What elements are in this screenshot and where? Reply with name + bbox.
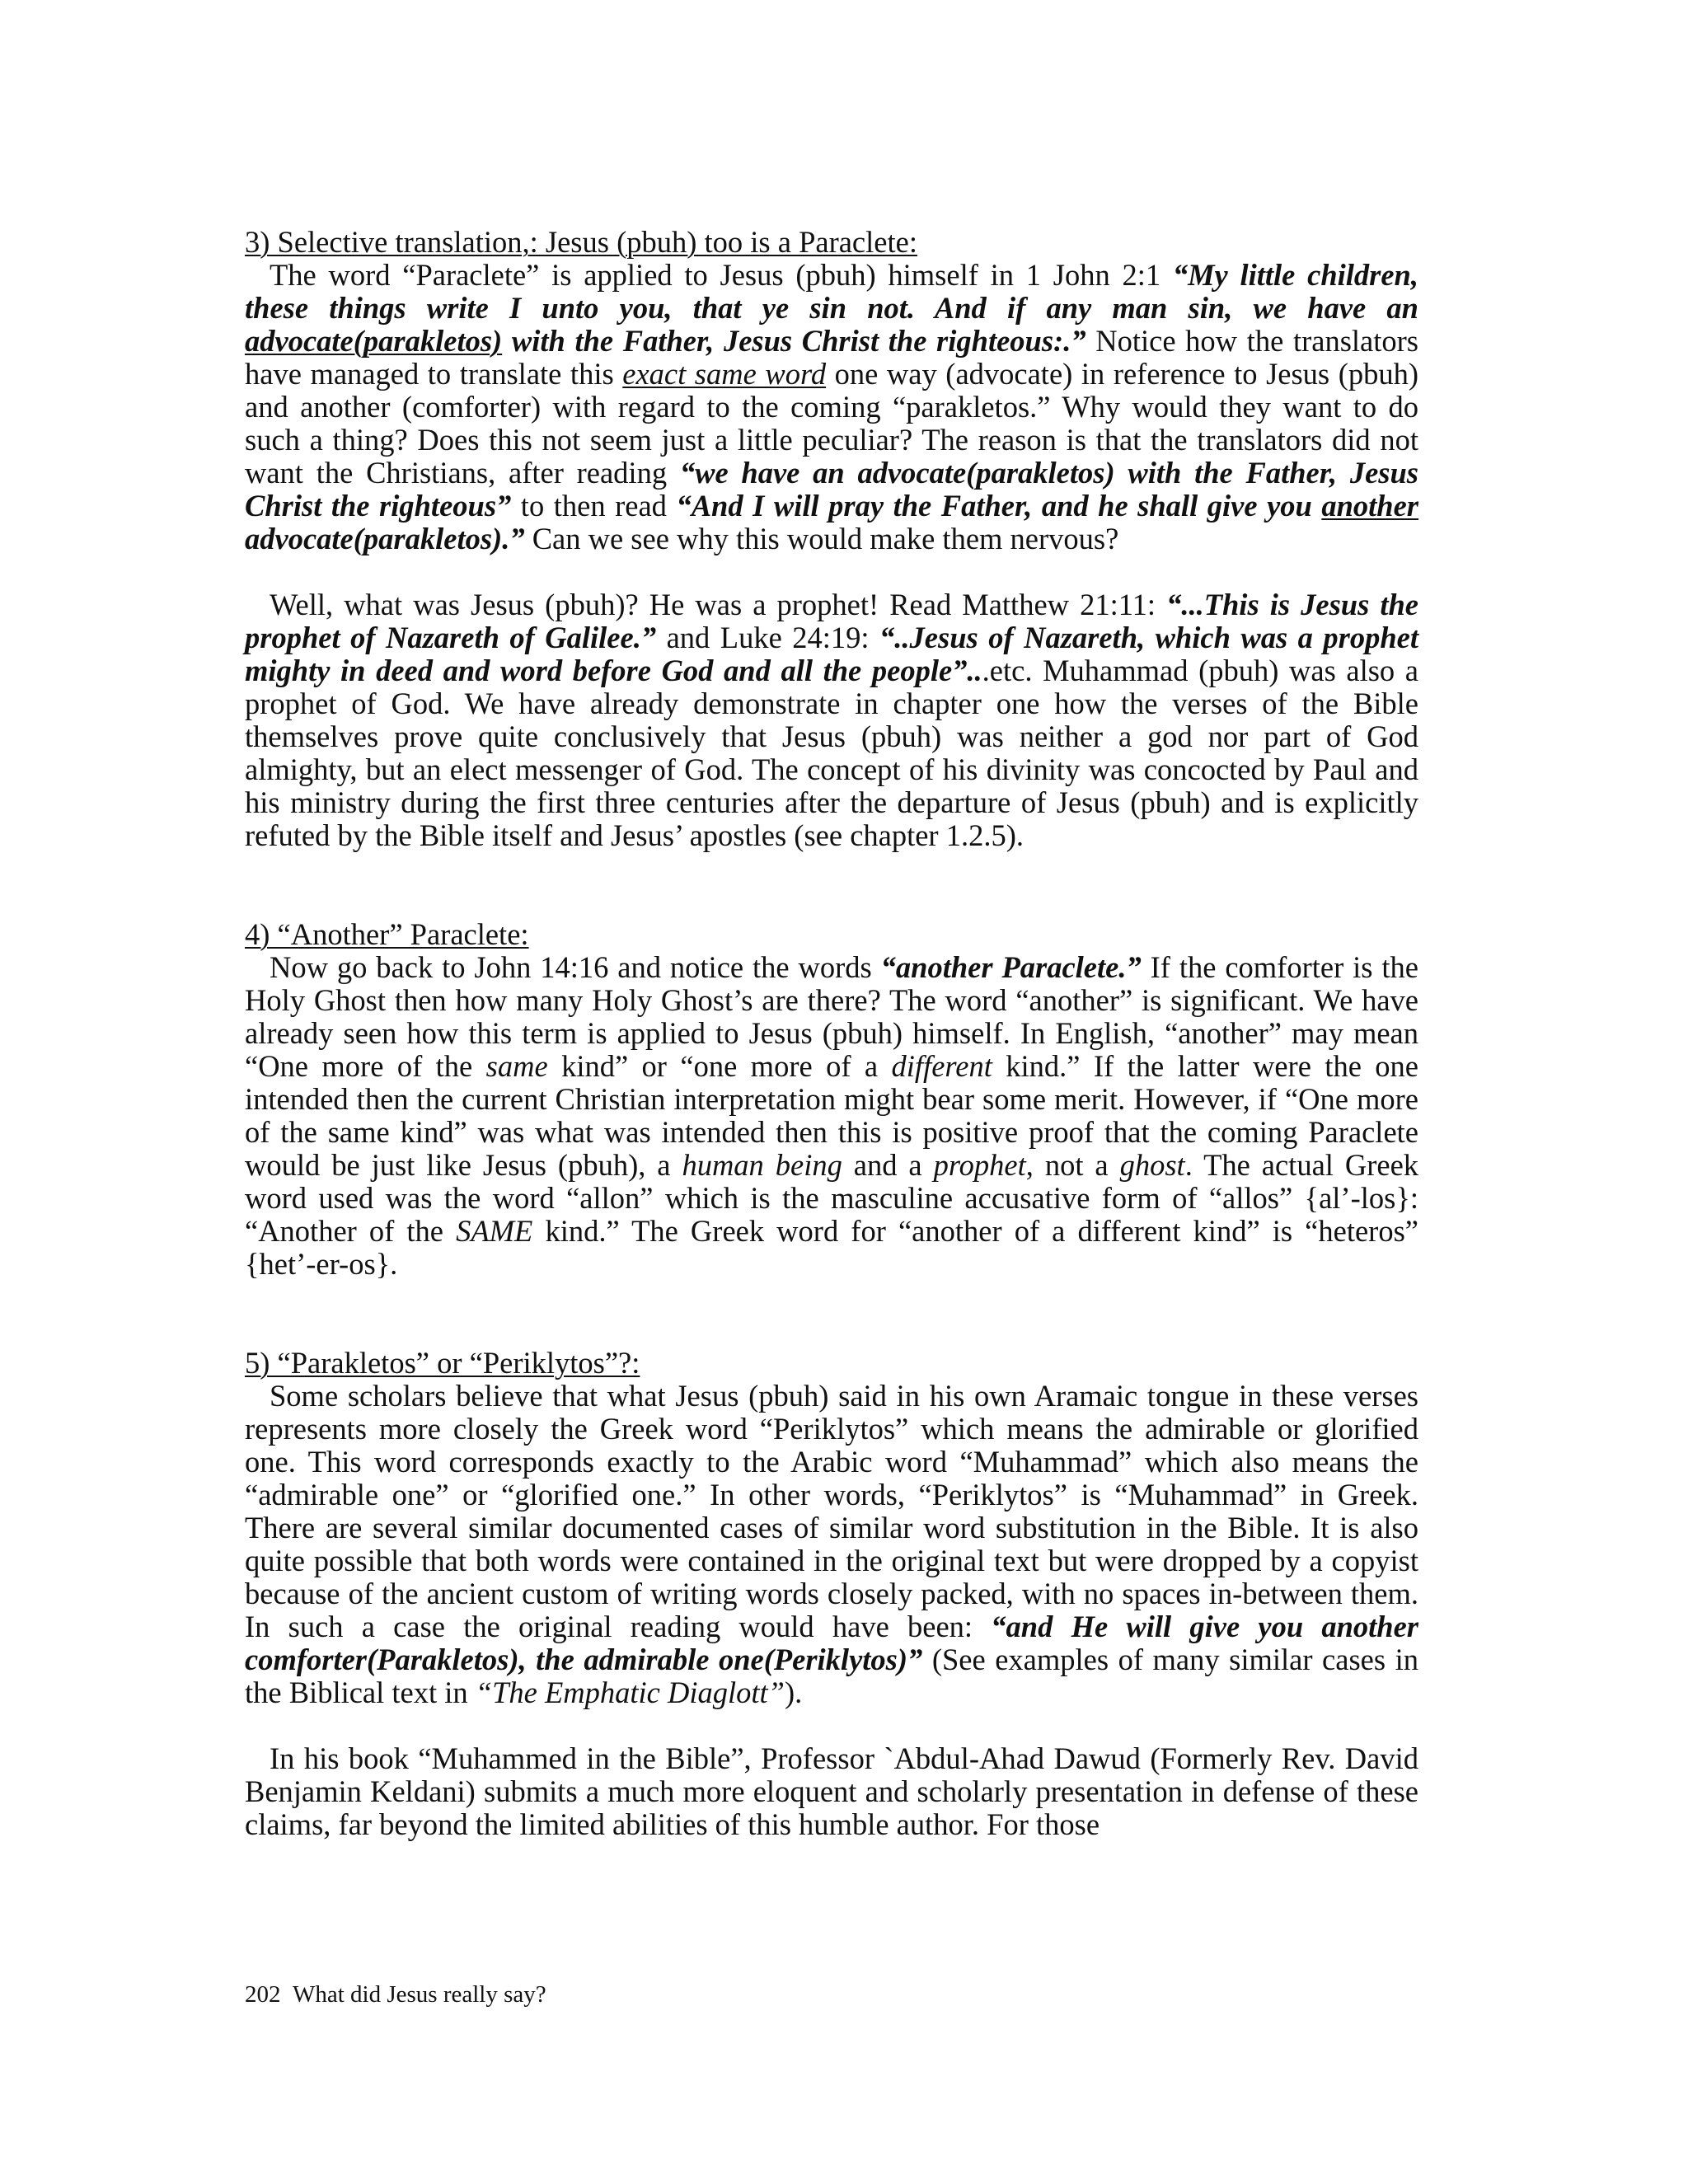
section-4-heading: 4) “Another” Paraclete: <box>245 917 529 951</box>
text: ). <box>784 1675 803 1709</box>
section-3-paragraph-2 <box>245 588 1418 852</box>
text: and Luke 24:19: <box>656 621 880 654</box>
text: kind.” The Greek word for “another of a different kind” is “heteros” {het’-er-os}. <box>245 1214 1418 1281</box>
text: Can we see why this would make them nervous? <box>524 522 1119 555</box>
quote-another-advocate: “And I will pray the Father, and he shall give you another advocate(parakletos).” <box>245 489 1418 555</box>
emphasis-different: different <box>891 1049 992 1083</box>
paragraph-gap <box>245 555 1418 588</box>
text: Now go back to John 14:16 and notice the words <box>270 950 881 984</box>
emphasis-prophet: prophet <box>933 1148 1026 1182</box>
quote-matthew-21-11: “...This is Jesus the prophet of Nazareth of Galilee.” <box>245 588 1418 654</box>
section-3 <box>245 226 1418 852</box>
book-title-emphatic-diaglott: “The Emphatic Diaglott” <box>475 1675 785 1709</box>
text: If the comforter is the Holy Ghost then how many Holy Ghost’s are there? The word “another” is significant. We have already seen how this term is applied to Jesus (pbuh) himself. In English, “another” may mean “One more of the <box>245 950 1418 1083</box>
text: kind” or “one more of a <box>547 1049 892 1083</box>
text: , not a <box>1025 1148 1120 1182</box>
text: Some scholars believe that what Jesus (pbuh) said in his own Aramaic tongue in these verses represents more closely the Greek word “Periklytos” which means the admirable or glorified one. This word corresponds exactly to the Arabic word “Muhammad” which also means the “admirable one” or “glorified one.” In other words, “Periklytos” is “Muhammad” in Greek. There are several similar documented cases of similar word substitution in the Bible. It is also quite possible that both words were contained in the original text but were dropped by a copyist because of the ancient custom of writing words closely packed, with no spaces in-between them. In such a case the original reading would have been: <box>245 1379 1418 1643</box>
quote-1-john-2-1: “My little children, these things write I unto you, that ye sin not. And if any man sin, we have an advocate(parakletos) with the Father, Jesus Christ the righteous:.” <box>245 258 1418 358</box>
book-title: What did Jesus really say? <box>293 1981 546 2008</box>
section-5-heading: 5) “Parakletos” or “Periklytos”?: <box>245 1346 640 1380</box>
section-gap <box>245 852 1418 918</box>
text: (See examples of many similar cases in the Biblical text in <box>245 1643 1418 1709</box>
page-footer <box>245 1980 546 2009</box>
section-5-paragraph-2 <box>245 1742 1418 1841</box>
text: and a <box>842 1148 934 1182</box>
text: Well, what was Jesus (pbuh)? He was a prophet! Read Matthew 21:11: <box>270 588 1167 621</box>
text: The word “Paraclete” is applied to Jesus (pbuh) himself in 1 John 2:1 <box>270 258 1173 292</box>
page-body <box>245 226 1418 1841</box>
emphasis-ghost: ghost <box>1119 1148 1185 1182</box>
text: to then read <box>511 489 677 523</box>
section-gap <box>245 1281 1418 1347</box>
section-3-heading: 3) Selective translation,: Jesus (pbuh) too is a Paraclete: <box>245 225 917 259</box>
quote-luke-24-19: “..Jesus of Nazareth, which was a prophet mighty in deed and word before God and all the people”.. <box>245 621 1419 687</box>
quote-another-paraclete: “another Paraclete.” <box>880 950 1142 984</box>
text: .etc. Muhammad (pbuh) was also a prophet of God. We have already demonstrate in chapter one how the verses of the Bible themselves prove quite conclusively that Jesus (pbuh) was neither a god nor part of God almighty, but an elect messenger of God. The concept of his divinity was concocted by Paul and his ministry during the first three centuries after the departure of Jesus (pbuh) and is explicitly refuted by the Bible itself and Jesus’ apostles (see chapter 1.2.5). <box>245 654 1419 852</box>
section-4-paragraph-1 <box>245 951 1418 1281</box>
text: one way (advocate) in reference to Jesus (pbuh) and another (comforter) with regard to the coming “parakletos.” Why would they want to do such a thing? Does this not seem just a little peculiar? The reason is that the translators did not want the Christians, after reading <box>245 357 1419 490</box>
paragraph-gap <box>245 1709 1418 1742</box>
quote-original-reading: “and He will give you another comforter(Parakletos), the admirable one(Periklytos)” <box>245 1610 1418 1676</box>
emphasis-exact-same-word: exact same word <box>622 357 827 391</box>
text: Notice how the translators have managed to translate this <box>245 324 1418 391</box>
section-4 <box>245 918 1418 1281</box>
section-3-paragraph-1 <box>245 259 1418 555</box>
emphasis-same: same <box>485 1049 548 1083</box>
emphasis-same-caps: SAME <box>456 1214 533 1248</box>
page-number: 202 <box>245 1981 281 2008</box>
text: In his book “Muhammed in the Bible”, Professor `Abdul-Ahad Dawud (Formerly Rev. David Benjamin Keldani) submits a much more eloquent and scholarly presentation in defense of these claims, far beyond the limited abilities of this humble author. For those <box>245 1741 1418 1841</box>
section-5-paragraph-1 <box>245 1380 1418 1709</box>
section-5 <box>245 1347 1418 1841</box>
text: kind.” If the latter were the one intended then the current Christian interpretation might bear some merit. However, if “One more of the same kind” was what was intended then this is positive proof that the coming Paraclete would be just like Jesus (pbuh), a <box>245 1049 1418 1182</box>
quote-advocate: “we have an advocate(parakletos) with the Father, Jesus Christ the righteous” <box>245 456 1418 523</box>
text: . The actual Greek word used was the word “allon” which is the masculine accusative form of “allos” {al’-los}: “Another of the <box>245 1148 1419 1248</box>
emphasis-human-being: human being <box>682 1148 842 1182</box>
